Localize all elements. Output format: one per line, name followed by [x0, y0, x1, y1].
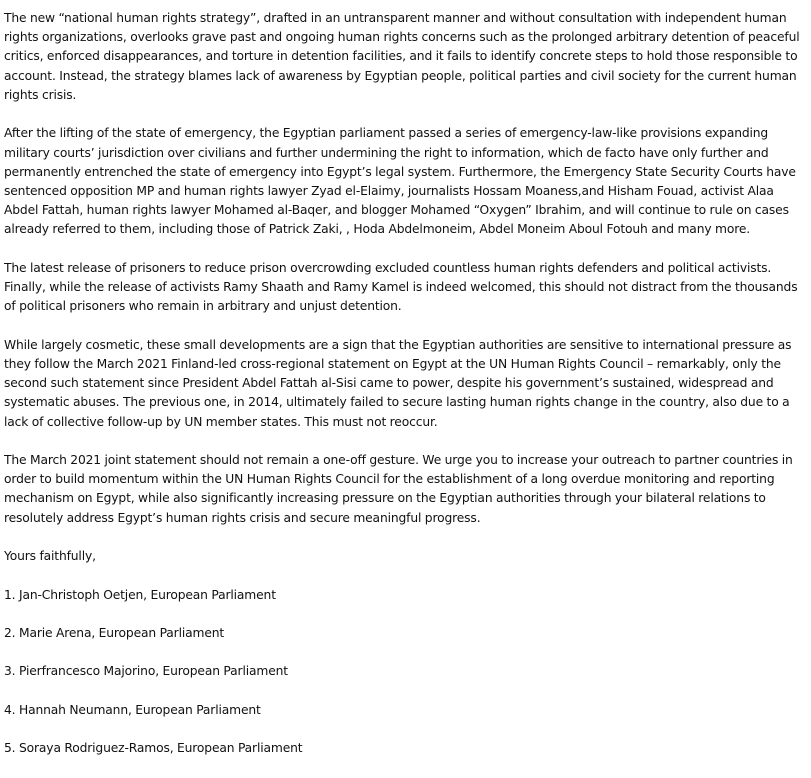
signatory-4: 4. Hannah Neumann, European Parliament [4, 702, 261, 717]
paragraph-call-to-action: The March 2021 joint statement should not remain a one-off gesture. We urge you to increase your outreach to partner countries in order to build momentum within the UN Human Rights Council for the establishment of a long overdue monitoring and reporting mechanism on Egypt, while also significantly increasing pressure on the Egyptian authorities through your bilateral relations to resolutely address Egypt’s human rights crisis and secure meaningful progress. [4, 453, 793, 525]
paragraph-emergency-law: After the lifting of the state of emergency, the Egyptian parliament passed a series of emergency-law-like provisions expanding military courts’ jurisdiction over civilians and further undermining the right to information, which de facto have only further and permanently entrenched the state of emergency into Egypt’s legal system. Furthermore, the Emergency State Security Courts have sentenced opposition MP and human rights lawyer Zyad el-Elaimy, journalists Hossam Moaness,and Hisham Fouad, activist Alaa Abdel Fattah, human rights lawyer Mohamed al-Baqer, and blogger Mohamed “Oxygen” Ibrahim, and will continue to rule on cases already referred to them, including those of Patrick Zaki, , Hoda Abdelmoneim, Abdel Moneim Aboul Fotouh and many more. [4, 126, 796, 237]
signatory-3: 3. Pierfrancesco Majorino, European Parliament [4, 664, 288, 679]
signatory-2: 2. Marie Arena, European Parliament [4, 626, 225, 641]
letter-body [4, 9, 804, 778]
closing-salutation: Yours faithfully, [4, 549, 96, 564]
paragraph-strategy: The new “national human rights strategy”, drafted in an untransparent manner and without consultation with independent human rights organizations, overlooks grave past and ongoing human rights concerns such as the prolonged arbitrary detention of peaceful critics, enforced disappearances, and torture in detention facilities, and it fails to identify concrete steps to hold those responsible to account. Instead, the strategy blames lack of awareness by Egyptian people, political parties and civil society for the current human rights crisis. [4, 11, 800, 102]
paragraph-prisoner-release: The latest release of prisoners to reduce prison overcrowding excluded countless human rights defenders and political activists. Finally, while the release of activists Ramy Shaath and Ramy Kamel is indeed welcomed, this should not distract from the thousands of political prisoners who remain in arbitrary and unjust detention. [4, 260, 798, 314]
signatory-1: 1. Jan-Christoph Oetjen, European Parliament [4, 587, 276, 602]
signatory-5: 5. Soraya Rodriguez-Ramos, European Parliament [4, 741, 303, 756]
paragraph-international-pressure: While largely cosmetic, these small developments are a sign that the Egyptian authorities are sensitive to international pressure as they follow the March 2021 Finland-led cross-regional statement on Egypt at the UN Human Rights Council – remarkably, only the second such statement since President Abdel Fattah al-Sisi came to power, despite his government’s sustained, widespread and systematic abuses. The previous one, in 2014, ultimately failed to secure lasting human rights change in the country, also due to a lack of collective follow-up by UN member states. This must not reoccur. [4, 337, 792, 429]
